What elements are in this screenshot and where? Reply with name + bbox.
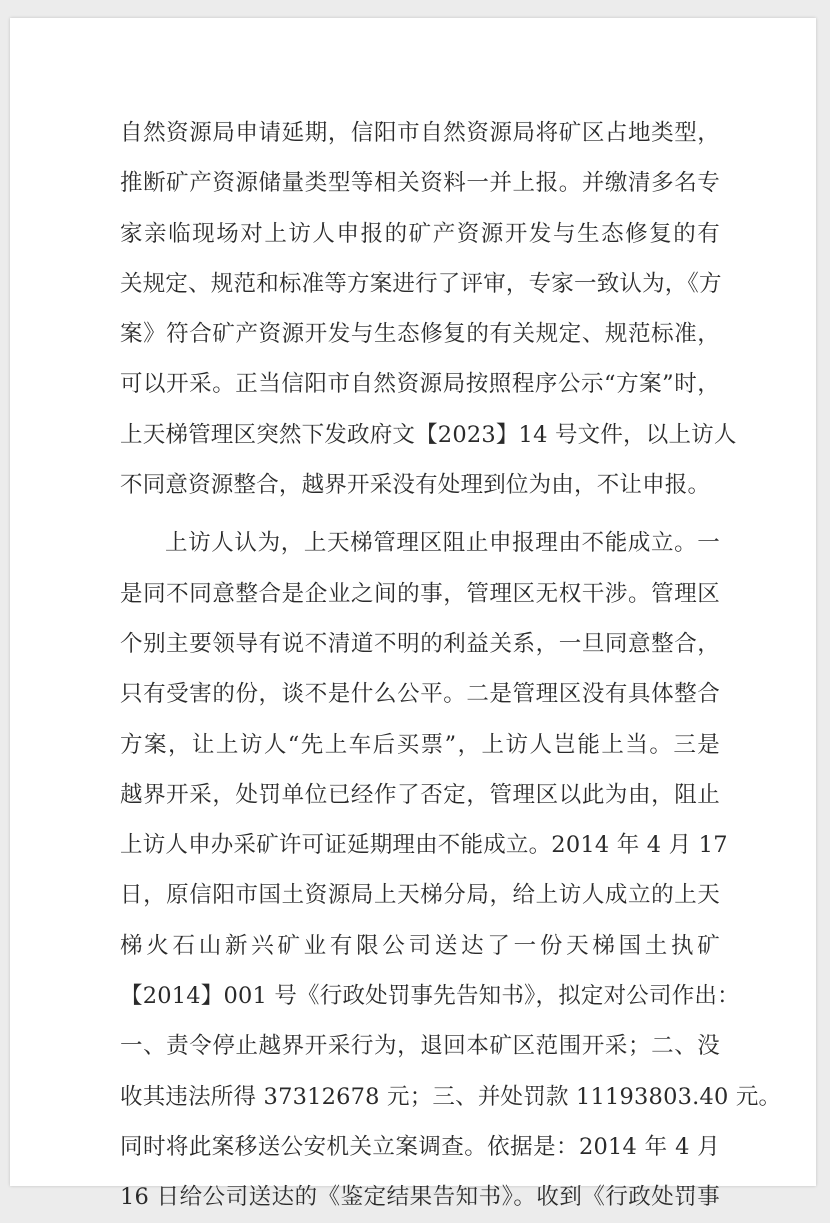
text-line: 案》符合矿产资源开发与生态修复的有关规定、规范标准， (120, 321, 720, 348)
text-line: 16 日给公司送达的《鉴定结果告知书》。收到《行政处罚事 (120, 1184, 720, 1211)
text-line: 上访人认为，上天梯管理区阻止申报理由不能成立。一 (165, 530, 720, 557)
text-line: 推断矿产资源储量类型等相关资料一并上报。并缴清多名专 (120, 170, 720, 197)
text-line: 个别主要领导有说不清道不明的利益关系，一旦同意整合， (120, 630, 720, 657)
paragraph-gap (120, 510, 720, 518)
document-body (120, 108, 782, 1223)
text-line: 不同意资源整合，越界开采没有处理到位为由，不让申报。 (120, 472, 711, 499)
text-line: 【2014】001 号《行政处罚事先告知书》，拟定对公司作出： (120, 983, 740, 1010)
text-line: 上访人申办采矿许可证延期理由不能成立。2014 年 4 月 17 (120, 832, 728, 859)
text-line: 是同不同意整合是企业之间的事，管理区无权干涉。管理区 (120, 580, 720, 607)
text-line: 同时将此案移送公安机关立案调查。依据是：2014 年 4 月 (120, 1133, 720, 1160)
text-line: 只有受害的份，谈不是什么公平。二是管理区没有具体整合 (120, 681, 720, 708)
text-line: 可以开采。正当信阳市自然资源局按照程序公示“方案”时， (120, 371, 720, 398)
text-line: 梯火石山新兴矿业有限公司送达了一份天梯国土执矿 (120, 932, 720, 959)
text-line: 上天梯管理区突然下发政府文【2023】14 号文件，以上访人 (120, 421, 737, 448)
text-line: 收其违法所得 37312678 元；三、并处罚款 11193803.40 元。 (120, 1083, 782, 1110)
text-line: 一、责令停止越界开采行为，退回本矿区范围开采；二、没 (120, 1033, 720, 1060)
text-line: 日，原信阳市国土资源局上天梯分局，给上访人成立的上天 (120, 882, 720, 909)
text-line: 越界开采，处罚单位已经作了否定，管理区以此为由，阻止 (120, 781, 720, 808)
text-line: 自然资源局申请延期，信阳市自然资源局将矿区占地类型， (120, 120, 720, 146)
text-line: 关规定、规范和标准等方案进行了评审，专家一致认为，《方 (120, 270, 722, 297)
text-line: 家亲临现场对上访人申报的矿产资源开发与生态修复的有 (120, 220, 720, 247)
text-line: 方案，让上访人“先上车后买票”，上访人岂能上当。三是 (120, 731, 720, 758)
